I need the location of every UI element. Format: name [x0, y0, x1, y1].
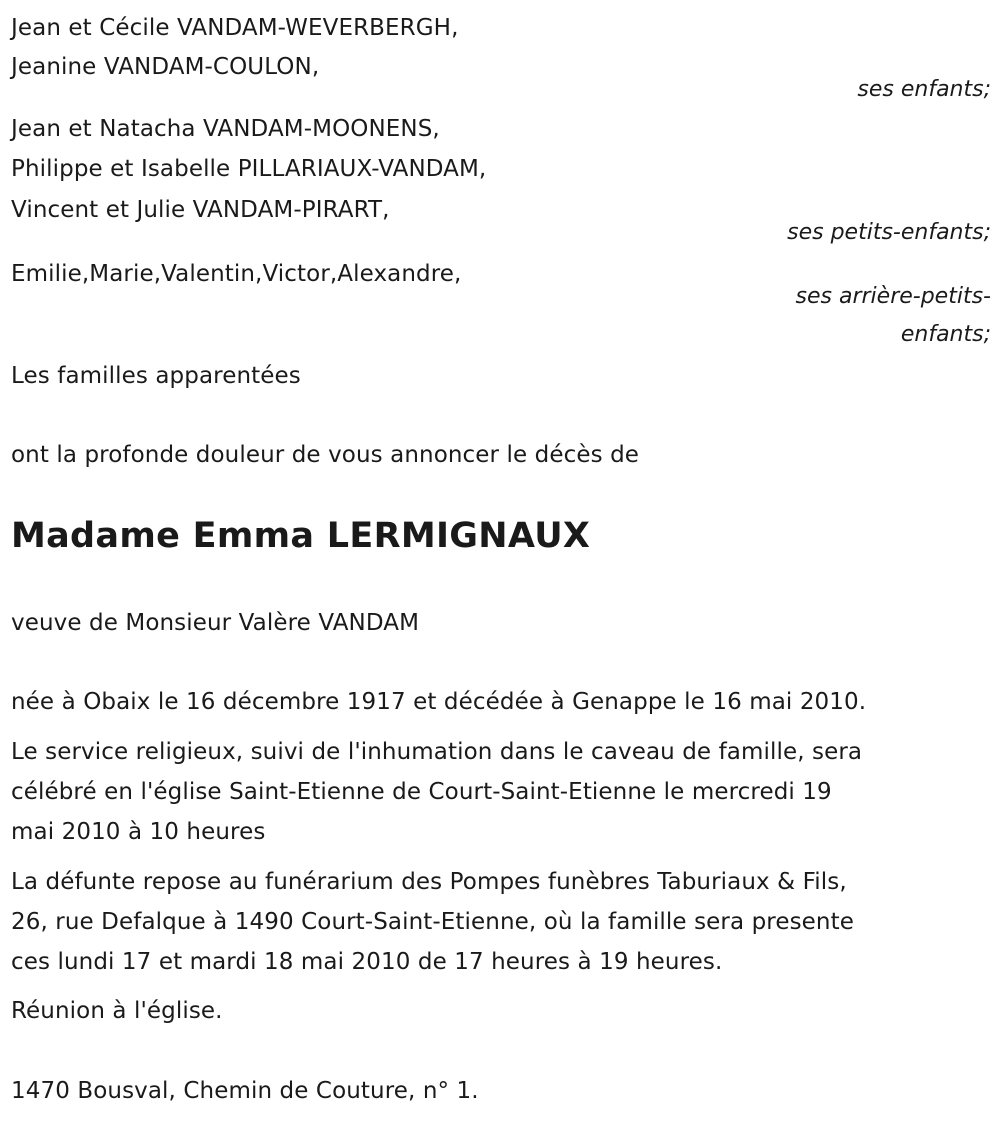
grandchildren-name-1: Jean et Natacha VANDAM-MOONENS, [11, 116, 440, 142]
service-line-1: Le service religieux, suivi de l'inhumation dans le caveau de famille, sera [11, 739, 863, 765]
deceased-name: Madame Emma LERMIGNAUX [11, 516, 591, 556]
visitation-line-3: ces lundi 17 et mardi 18 mai 2010 de 17 heures à 19 heures. [11, 949, 723, 975]
visitation-line-2: 26, rue Defalque à 1490 Court-Saint-Etienne, où la famille sera presente [11, 909, 854, 935]
children-name-2: Jeanine VANDAM-COULON, [11, 54, 320, 80]
family-address: 1470 Bousval, Chemin de Couture, n° 1. [11, 1078, 479, 1104]
grandchildren-name-2: Philippe et Isabelle PILLARIAUX-VANDAM, [11, 156, 487, 182]
great-grandchildren-role-line2: enfants; [900, 322, 991, 347]
great-grandchildren-role-line1: ses arrière-petits- [795, 284, 991, 309]
related-families: Les familles apparentées [11, 363, 301, 389]
service-line-2: célébré en l'église Saint-Etienne de Court-Saint-Etienne le mercredi 19 [11, 779, 832, 805]
birth-death: née à Obaix le 16 décembre 1917 et décédée à Genappe le 16 mai 2010. [11, 689, 867, 715]
grandchildren-name-3: Vincent et Julie VANDAM-PIRART, [11, 197, 390, 223]
announcement: ont la profonde douleur de vous annoncer le décès de [11, 442, 640, 468]
great-grandchildren-names: Emilie,Marie,Valentin,Victor,Alexandre, [11, 261, 462, 287]
visitation-line-1: La défunte repose au funérarium des Pompes funèbres Taburiaux & Fils, [11, 869, 847, 895]
widow-of: veuve de Monsieur Valère VANDAM [11, 610, 420, 636]
children-role: ses enfants; [857, 77, 991, 102]
grandchildren-role: ses petits-enfants; [787, 220, 991, 245]
service-line-3: mai 2010 à 10 heures [11, 819, 266, 845]
children-name-1: Jean et Cécile VANDAM-WEVERBERGH, [11, 15, 459, 41]
meeting-place: Réunion à l'église. [11, 998, 223, 1024]
